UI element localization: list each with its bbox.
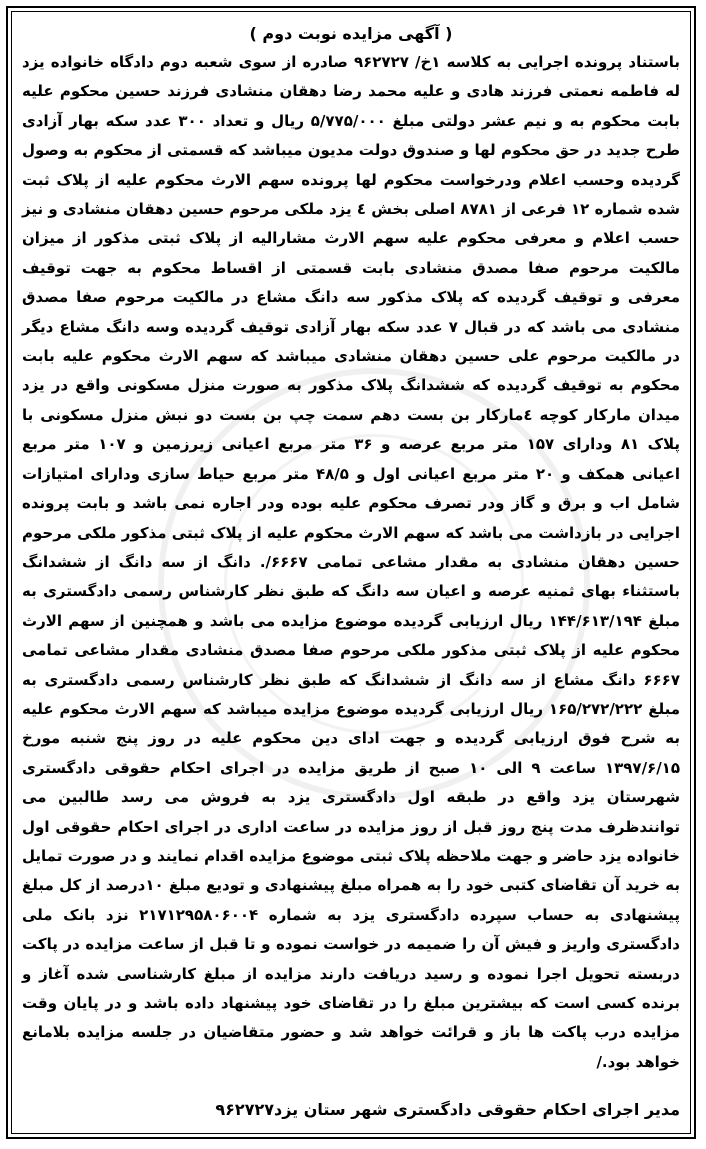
notice-body: باستناد پرونده اجرایی به کلاسه ۱خ/ ۹۶۲۷۲۷ صادره از سوی شعبه دوم دادگاه خانواده یزد له فاطمه نعمتی فرزند هادی و علیه محمد رضا دهقان منشادی فرزند حسین محکوم علیه بابت محکوم به و نیم عشر دولتی مبلغ ۵/۷۷۵/۰۰۰ ریال و تعداد ۳۰۰ عدد سکه بهار آزادی طرح جدید در حق محکوم لها و صندوق دولت مدیون میباشد که قسمتی از محکوم به وصول گردیده وحسب اعلام ودرخواست محکوم لها پرونده سهم الارث محکوم علیه از پلاک ثبت شده شماره ۱۲ فرعی از ۸۷۸۱ اصلی بخش ٤ یزد ملکی مرحوم حسین دهقان منشادی و نیز حسب اعلام و معرفی محکوم علیه سهم الارث مشارالیه از پلاک ثبتی مذکور از میزان مالکیت مرحوم صفا مصدق منشادی بابت قسمتی از اقساط محکوم به جهت توقیف معرفی و توقیف گردیده که پلاک مذکور سه دانگ مشاع در مالکیت مرحوم صفا مصدق منشادی می باشد که در قبال ۷ عدد سکه بهار آزادی توقیف گردیده وسه دانگ مشاع دیگر در مالکیت مرحوم علی حسین دهقان منشادی میباشد که سهم الارث محکوم علیه بابت محکوم به توقیف گردیده که ششدانگ پلاک مذکور به صورت منزل مسکونی واقع در یزد میدان مارکار کوچه ٤مارکار بن بست دهم سمت چپ بن بست دو نبش منزل مسکونی با پلاک ۸۱ ودارای ۱۵۷ متر مربع عرصه و ۳۶ متر مربع اعیانی زیرزمین و ۱۰۷ متر مربع اعیانی همکف و ۲۰ متر مربع اعیانی اول و ۴۸/۵ متر مربع حیاط سازی ودارای امتیازات شامل اب و برق و گاز ودر تصرف محکوم علیه بوده ودر اجاره نمی باشد و بابت پرونده اجرایی در بازداشت می باشد که سهم الارث محکوم علیه از پلاک ثبتی مذکور ملکی مرحوم حسین دهقان منشادی به مقدار مشاعی تمامی ۶۶۶۷/. دانگ از سه دانگ از ششدانگ باستثناء بهای ثمنیه عرصه و اعیان سه دانگ که طبق نظر کارشناس رسمی دادگستری به مبلغ ۱۴۴/۶۱۳/۱۹۴ ریال ارزیابی گردیده موضوع مزایده می باشد و همچنین از سهم الارث محکوم علیه از پلاک ثبتی مذکور ملکی مرحوم صفا مصدق منشادی مقدار مشاعی تمامی ۶۶۶۷ دانگ مشاع از سه دانگ از ششدانگ که طبق نظر کارشناس رسمی دادگستری به مبلغ ۱۶۵/۲۷۲/۲۲۲ ریال ارزیابی گردیده موضوع مزایده میباشد که سهم الارث محکوم علیه به شرح فوق ارزیابی گردیده و جهت ادای دین محکوم علیه در روز پنج شنبه مورخ ۱۳۹۷/۶/۱۵ ساعت ۹ الی ۱۰ صبح از طریق مزایده در اجرای احکام حقوقی دادگستری شهرستان یزد واقع در طبقه اول دادگستری یزد به فروش می رسد طالبین می توانندظرف مدت پنج روز قبل از روز مزایده در ساعت اداری در اجرای احکام حقوقی اول خانواده یزد حاضر و جهت ملاحظه پلاک ثبتی موضوع مزایده اقدام نمایند و در صورت تمایل به خرید آن تقاضای کتبی خود را به همراه مبلغ پیشنهادی و تودیع مبلغ ۱۰درصد از کل مبلغ پیشنهادی به حساب سپرده دادگستری یزد به شماره ۲۱۷۱۲۹۵۸۰۶۰۰۴ نزد بانک ملی دادگستری واریز و فیش آن را ضمیمه در خواست نموده و تا قبل از ساعت مزایده در پاکت دربسته تحویل اجرا نموده و رسید دریافت دارند مزایده از مبلغ کارشناسی شده آغاز و برنده کسی است که بیشترین مبلغ را در تقاضای خود پیشنهاد داده باشد و در پایان وقت مزایده درب پاکت ها باز و قرائت خواهد شد و حضور متقاضیان در جلسه مزایده بلامانع خواهد بود./ — [22, 53, 681, 1071]
notice-content — [22, 22, 680, 1127]
notice-frame — [6, 6, 696, 1139]
notice-title: ( آگهی مزایده نوبت دوم ) — [249, 24, 453, 43]
notice-signature: مدیر اجرای احکام حقوقی دادگستری شهر ستان یزد۹۶۲۷۲۷ — [215, 1100, 680, 1119]
